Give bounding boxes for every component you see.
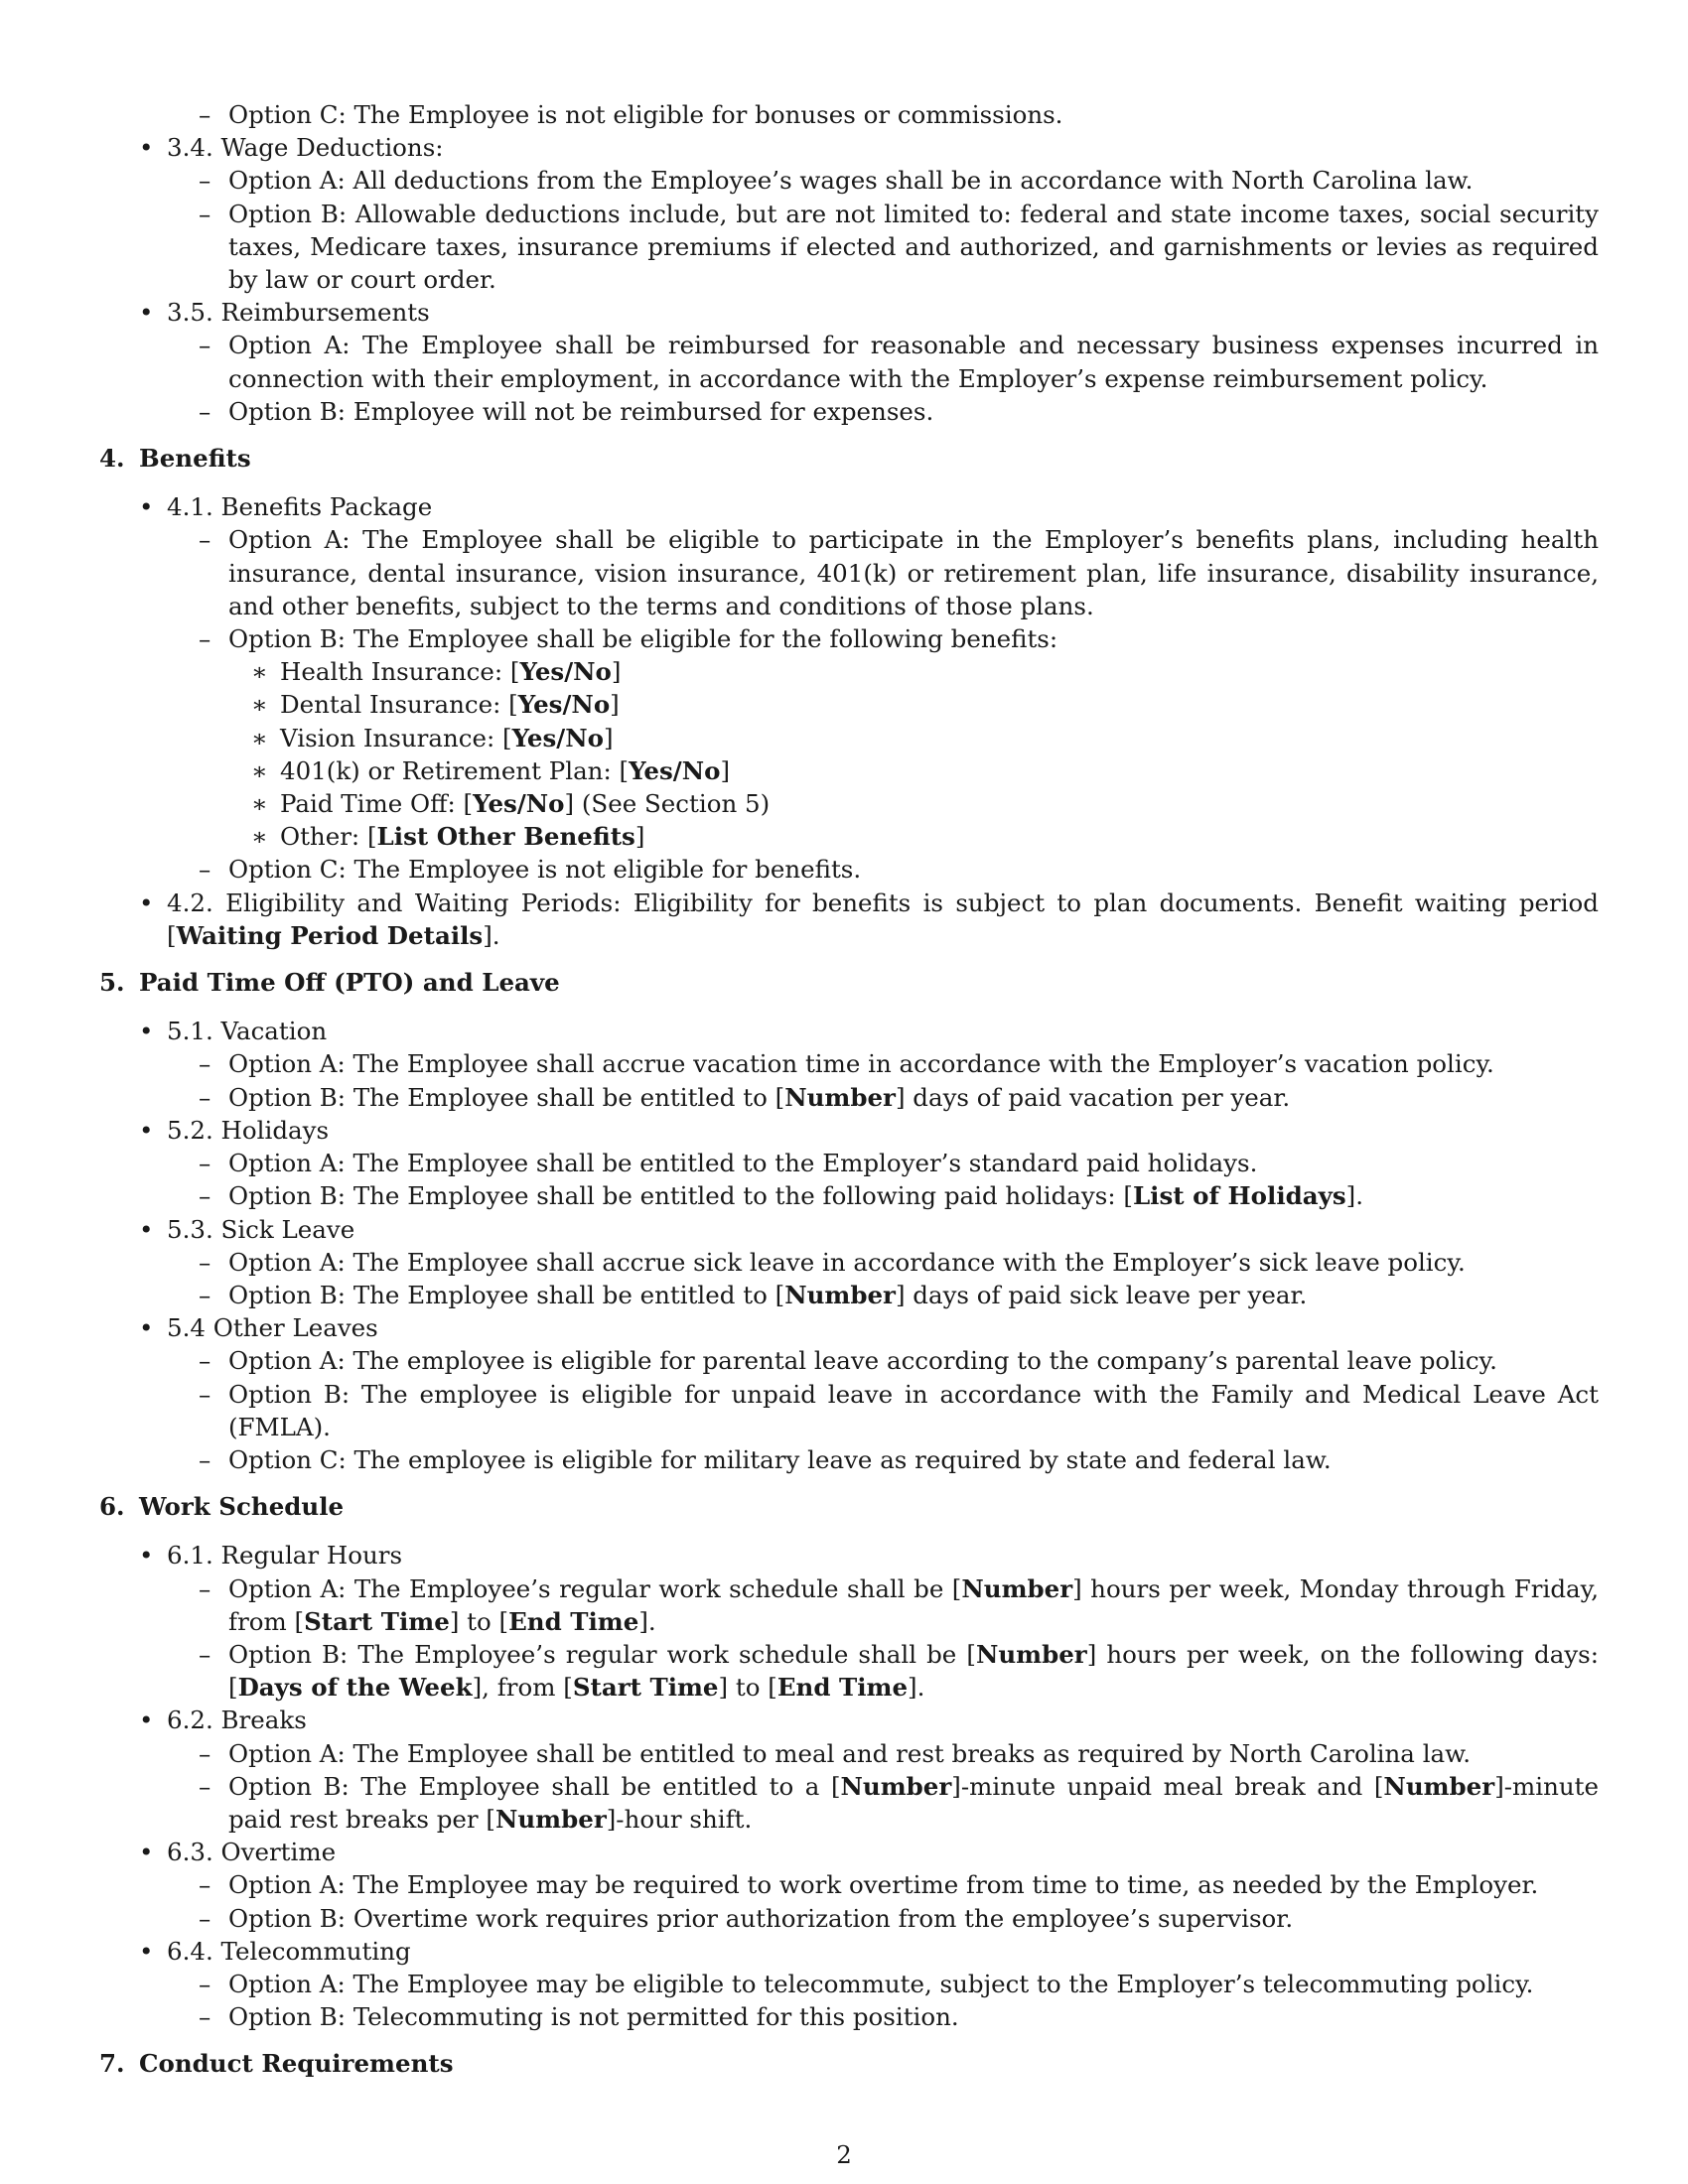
- dash-marker: –: [199, 1049, 211, 1079]
- option-item: [99, 1737, 1599, 1770]
- list-item: [99, 296, 1599, 329]
- dash-marker: –: [199, 2002, 211, 2032]
- sub-option-item: [99, 754, 1599, 787]
- bullet-marker: •: [139, 1115, 154, 1145]
- list-item: [99, 131, 1599, 164]
- option-text: [228, 1640, 1599, 1702]
- text-run: ] hours per week, on the following days: [: [228, 1639, 1599, 1703]
- bullet-marker: •: [139, 1214, 154, 1244]
- sub-option-item: [99, 787, 1599, 820]
- bullet-marker: •: [139, 887, 154, 917]
- sub-option-text: [280, 724, 614, 752]
- dash-marker: –: [199, 1573, 211, 1603]
- dash-marker: –: [199, 1181, 211, 1211]
- dash-marker: –: [199, 166, 211, 196]
- document-sections: [99, 442, 1599, 2081]
- dash-marker: –: [199, 1738, 211, 1768]
- text-run: ] to [: [718, 1673, 777, 1703]
- dash-marker: –: [199, 1639, 211, 1669]
- sub-option-text: [280, 822, 644, 851]
- list-item: [99, 887, 1599, 952]
- item-heading: 5.4 Other Leaves: [167, 1313, 378, 1343]
- sub-option-text: [280, 789, 770, 818]
- asterisk-marker: ∗: [251, 755, 268, 785]
- text-run: ]: [610, 690, 620, 720]
- text-run: Paid Time Off: [: [280, 789, 474, 819]
- placeholder-field: Start Time: [304, 1606, 450, 1636]
- option-item: [99, 2000, 1599, 2033]
- section-heading: [99, 442, 1599, 475]
- dash-marker: –: [199, 1444, 211, 1474]
- option-text: Option C: The Employee is not eligible for benefits.: [228, 855, 862, 885]
- text-run: ].: [1345, 1181, 1364, 1211]
- placeholder-field: End Time: [776, 1673, 909, 1703]
- option-text: Option A: The Employee shall be eligible to participate in the Employer’s benefits plans, including health insurance, dental insurance, vision insurance, 401(k) or retirement plan, life insurance, disability insurance, and other benefits, subject to the terms and conditions of those plans.: [228, 525, 1599, 620]
- text-run: ]: [634, 822, 645, 852]
- dash-marker: –: [199, 1247, 211, 1277]
- dash-marker: –: [199, 396, 211, 426]
- placeholder-field: Number: [840, 1771, 952, 1801]
- option-text: Option A: The Employee shall be entitled to meal and rest breaks as required by North Carolina law.: [228, 1738, 1471, 1768]
- list-item: [99, 1935, 1599, 1968]
- text-run: 401(k) or Retirement Plan: [: [280, 755, 630, 785]
- sub-option-item: [99, 655, 1599, 688]
- bullet-marker: •: [139, 1838, 154, 1867]
- list-item: [99, 1539, 1599, 1571]
- bullet-marker: •: [139, 1017, 154, 1046]
- item-heading: 5.1. Vacation: [167, 1017, 328, 1046]
- bullet-marker: •: [139, 1936, 154, 1966]
- option-item: [99, 1344, 1599, 1377]
- option-item: [99, 1246, 1599, 1279]
- item-text: [167, 887, 1599, 952]
- text-run: ]: [604, 723, 614, 752]
- asterisk-marker: ∗: [251, 690, 268, 720]
- item-heading: 6.3. Overtime: [167, 1838, 337, 1867]
- section-title: Paid Time Off (PTO) and Leave: [139, 968, 560, 998]
- option-text: Option B: Allowable deductions include, but are not limited to: federal and state income taxes, social security taxes, Medicare taxes, insurance premiums if elected and authorized, and garnishments or levies as required by law or court order.: [228, 199, 1599, 295]
- asterisk-marker: ∗: [251, 822, 268, 852]
- option-item: [99, 1902, 1599, 1935]
- list-item: [99, 1213, 1599, 1246]
- dash-marker: –: [199, 1379, 211, 1409]
- sub-option-text: [280, 756, 730, 785]
- section-heading: [99, 2047, 1599, 2080]
- placeholder-field: Number: [494, 1804, 607, 1834]
- list-item: [99, 1836, 1599, 1868]
- placeholder-field: List Other Benefits: [376, 822, 635, 852]
- bullet-marker: •: [139, 1706, 154, 1735]
- text-run: Option B: The Employee shall be entitled to [: [228, 1280, 785, 1309]
- placeholder-field: Number: [784, 1280, 896, 1309]
- dash-marker: –: [199, 855, 211, 885]
- option-text: Option A: The Employee shall accrue vacation time in accordance with the Employer’s vacation policy.: [228, 1049, 1494, 1079]
- option-item: [99, 329, 1599, 394]
- asterisk-marker: ∗: [251, 723, 268, 752]
- text-run: Dental Insurance: [: [280, 690, 518, 720]
- dash-marker: –: [199, 1149, 211, 1178]
- dash-marker: –: [199, 331, 211, 360]
- dash-marker: –: [199, 1903, 211, 1933]
- option-item: [99, 395, 1599, 428]
- placeholder-field: End Time: [508, 1606, 639, 1636]
- option-text: Option A: The Employee shall be reimbursed for reasonable and necessary business expenses incurred in connection with their employment, in accordance with the Employer’s expense reimbursement policy.: [228, 331, 1599, 393]
- dash-marker: –: [199, 1346, 211, 1376]
- text-run: Option A: The Employee’s regular work schedule shall be [: [228, 1573, 962, 1603]
- list-item: [99, 1311, 1599, 1344]
- placeholder-field: Number: [961, 1573, 1073, 1603]
- option-item: [99, 523, 1599, 622]
- section-number: 5.: [99, 968, 125, 998]
- section-heading: [99, 966, 1599, 999]
- text-run: ].: [908, 1673, 925, 1703]
- list-item: [99, 1114, 1599, 1147]
- document-page: [99, 98, 1599, 2097]
- placeholder-field: Number: [1383, 1771, 1495, 1801]
- sub-option-item: [99, 820, 1599, 853]
- text-run: ]-hour shift.: [606, 1804, 753, 1834]
- item-heading: 3.4. Wage Deductions:: [167, 133, 444, 163]
- item-heading: 6.2. Breaks: [167, 1706, 307, 1735]
- text-run: ]: [720, 755, 731, 785]
- option-text: Option A: All deductions from the Employee’s wages shall be in accordance with North Carolina law.: [228, 166, 1474, 196]
- text-run: ].: [638, 1606, 656, 1636]
- asterisk-marker: ∗: [251, 789, 268, 819]
- placeholder-field: Waiting Period Details: [176, 920, 484, 950]
- option-item: [99, 198, 1599, 297]
- dash-marker: –: [199, 1870, 211, 1900]
- page-number: 2: [836, 2140, 852, 2169]
- section-number: 6.: [99, 1492, 125, 1522]
- text-run: Option B: The Employee shall be entitled to a [: [228, 1771, 841, 1801]
- option-text: Option C: The employee is eligible for military leave as required by state and federal law.: [228, 1444, 1332, 1474]
- section-title: Benefits: [139, 444, 251, 474]
- option-item: [99, 1968, 1599, 2000]
- text-run: Option B: The Employee’s regular work schedule shall be [: [228, 1639, 976, 1669]
- option-text: [228, 1574, 1599, 1636]
- placeholder-field: Yes/No: [473, 789, 565, 819]
- sub-option-text: [280, 657, 621, 686]
- sub-option-text: [280, 690, 620, 719]
- option-text: [228, 1772, 1599, 1834]
- text-run: Other: [: [280, 822, 377, 852]
- dash-marker: –: [199, 1280, 211, 1309]
- text-run: Option B: The Employee shall be entitled to [: [228, 1082, 785, 1112]
- option-text: [228, 1281, 1307, 1309]
- section-items: [99, 1015, 1599, 1476]
- asterisk-marker: ∗: [251, 657, 268, 687]
- bullet-marker: •: [139, 1313, 154, 1343]
- placeholder-field: Yes/No: [517, 690, 611, 720]
- option-item: [99, 164, 1599, 197]
- option-text: Option B: The employee is eligible for unpaid leave in accordance with the Family and Medical Leave Act (FMLA).: [228, 1379, 1599, 1441]
- placeholder-field: Yes/No: [511, 723, 604, 752]
- text-run: Health Insurance: [: [280, 657, 520, 687]
- section-items: [99, 490, 1599, 952]
- list-item: [99, 1015, 1599, 1047]
- option-item: [99, 1147, 1599, 1179]
- option-item: [99, 1279, 1599, 1311]
- option-text: Option A: The employee is eligible for parental leave according to the company’s parental leave policy.: [228, 1346, 1497, 1376]
- option-text: Option B: Employee will not be reimbursed for expenses.: [228, 396, 934, 426]
- section-number: 4.: [99, 444, 125, 474]
- option-item: [99, 98, 1599, 131]
- option-text: Option A: The Employee shall accrue sick leave in accordance with the Employer’s sick leave policy.: [228, 1247, 1466, 1277]
- placeholder-field: Days of the Week: [237, 1673, 473, 1703]
- text-run: ] days of paid vacation per year.: [895, 1082, 1291, 1112]
- option-text: Option B: Telecommuting is not permitted for this position.: [228, 2002, 959, 2032]
- item-heading: 6.4. Telecommuting: [167, 1936, 411, 1966]
- section-title: Conduct Requirements: [139, 2049, 454, 2079]
- bullet-marker: •: [139, 298, 154, 328]
- placeholder-field: Yes/No: [629, 755, 721, 785]
- text-run: 4.2. Eligibility and Waiting Periods: Eligibility for benefits is subject to plan documents. Benefit waiting period [: [167, 887, 1599, 950]
- section-number: 7.: [99, 2049, 125, 2079]
- option-item: [99, 1047, 1599, 1080]
- option-item: [99, 1638, 1599, 1704]
- text-run: ] days of paid sick leave per year.: [895, 1280, 1308, 1309]
- option-item: [99, 1179, 1599, 1212]
- option-text: [228, 1083, 1290, 1112]
- option-text: Option B: The Employee shall be eligible for the following benefits:: [228, 624, 1058, 654]
- placeholder-field: List of Holidays: [1132, 1181, 1346, 1211]
- text-run: ]: [611, 657, 622, 687]
- dash-marker: –: [199, 1082, 211, 1112]
- dash-marker: –: [199, 1771, 211, 1801]
- section-items: [99, 1539, 1599, 2033]
- dash-marker: –: [199, 624, 211, 654]
- option-item: [99, 1081, 1599, 1114]
- section-heading: [99, 1490, 1599, 1523]
- option-text: Option B: Overtime work requires prior authorization from the employee’s supervisor.: [228, 1903, 1294, 1933]
- text-run: ] (See Section 5): [564, 789, 771, 819]
- option-item: [99, 1378, 1599, 1443]
- option-text: Option A: The Employee shall be entitled to the Employer’s standard paid holidays.: [228, 1149, 1258, 1178]
- item-heading: 6.1. Regular Hours: [167, 1541, 403, 1570]
- bullet-marker: •: [139, 133, 154, 163]
- option-item: [99, 853, 1599, 886]
- option-text: Option C: The Employee is not eligible for bonuses or commissions.: [228, 100, 1063, 129]
- dash-marker: –: [199, 1969, 211, 1998]
- dash-marker: –: [199, 100, 211, 129]
- item-heading: 3.5. Reimbursements: [167, 298, 430, 328]
- text-run: ] to [: [449, 1606, 509, 1636]
- item-heading: 5.3. Sick Leave: [167, 1214, 355, 1244]
- list-item: [99, 490, 1599, 523]
- dash-marker: –: [199, 199, 211, 228]
- bullet-marker: •: [139, 492, 154, 522]
- text-run: Vision Insurance: [: [280, 723, 512, 752]
- option-item: [99, 1443, 1599, 1476]
- option-item: [99, 622, 1599, 655]
- item-heading: 4.1. Benefits Package: [167, 492, 433, 522]
- option-item: [99, 1572, 1599, 1638]
- text-run: ]-minute paid rest breaks per [: [228, 1771, 1599, 1834]
- continued-section-3: [99, 98, 1599, 428]
- placeholder-field: Number: [784, 1082, 896, 1112]
- sub-option-item: [99, 688, 1599, 721]
- bullet-marker: •: [139, 1541, 154, 1570]
- section-title: Work Schedule: [139, 1492, 345, 1522]
- item-heading: 5.2. Holidays: [167, 1115, 330, 1145]
- option-item: [99, 1770, 1599, 1836]
- text-run: ]-minute unpaid meal break and [: [951, 1771, 1384, 1801]
- option-text: [228, 1181, 1363, 1210]
- text-run: ], from [: [472, 1673, 573, 1703]
- placeholder-field: Start Time: [572, 1673, 719, 1703]
- dash-marker: –: [199, 525, 211, 555]
- text-run: ].: [483, 920, 500, 950]
- sub-option-item: [99, 722, 1599, 754]
- option-text: Option A: The Employee may be required to work overtime from time to time, as needed by the Employer.: [228, 1870, 1539, 1900]
- placeholder-field: Number: [975, 1639, 1087, 1669]
- option-text: Option A: The Employee may be eligible to telecommute, subject to the Employer’s telecommuting policy.: [228, 1969, 1534, 1998]
- text-run: Option B: The Employee shall be entitled to the following paid holidays: [: [228, 1181, 1133, 1211]
- text-run: ] hours per week, Monday through Friday, from [: [228, 1573, 1599, 1636]
- option-item: [99, 1868, 1599, 1901]
- list-item: [99, 1704, 1599, 1736]
- placeholder-field: Yes/No: [519, 657, 612, 687]
